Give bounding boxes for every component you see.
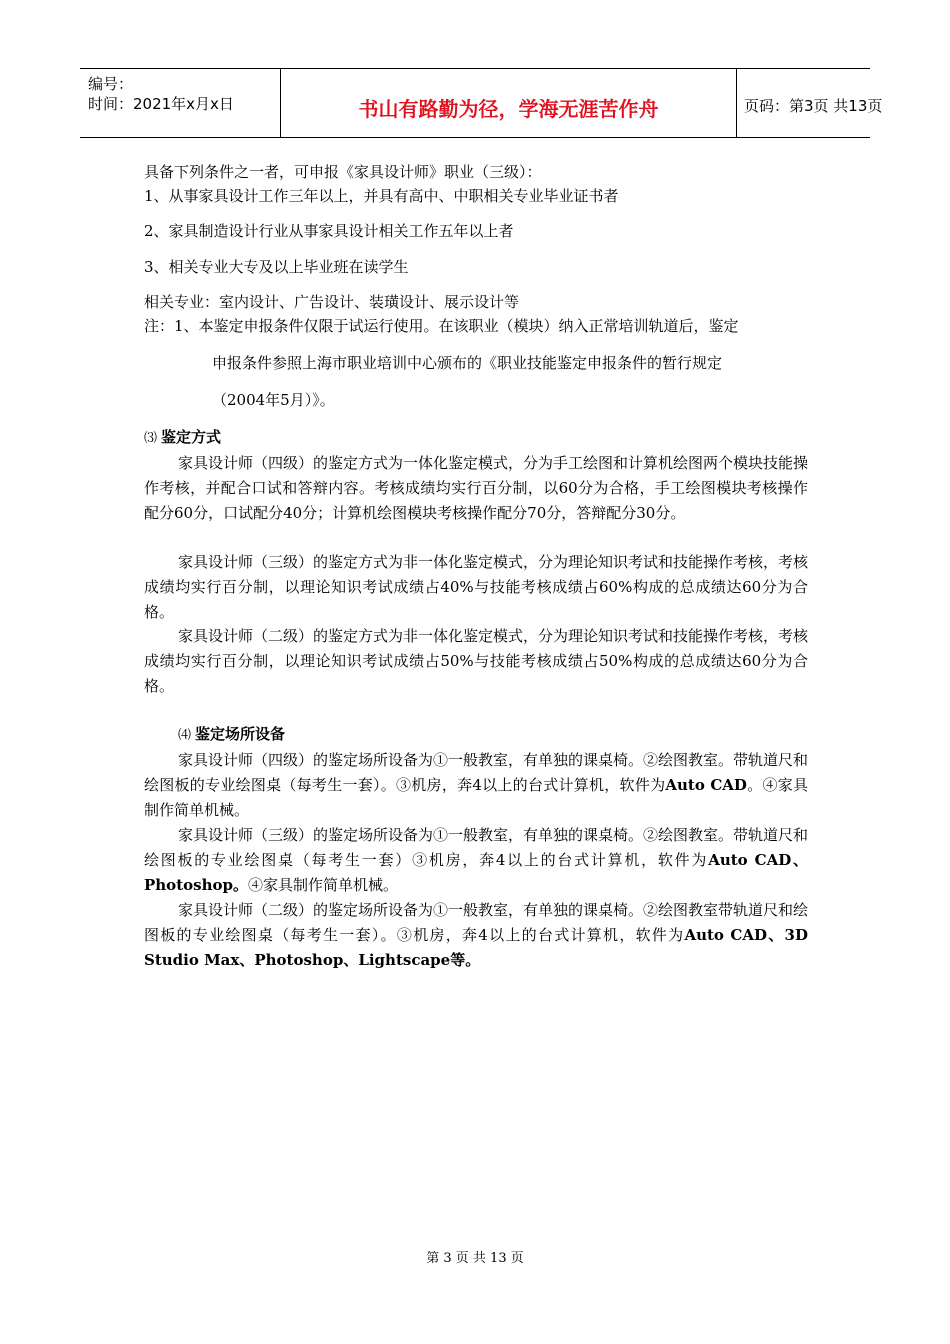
section-3-heading: [144, 426, 221, 447]
section-4-p1-software: Auto CAD: [665, 776, 747, 794]
page-header: [80, 68, 883, 138]
section-4-paragraph-2: [144, 823, 808, 898]
section-3-number: ⑶: [144, 431, 158, 446]
note-line-2: 申报条件参照上海市职业培训中心颁布的《职业技能鉴定申报条件的暂行规定: [212, 354, 723, 372]
header-page-info: 页码：第3页 共13页: [744, 97, 883, 115]
condition-2: 2、家具制造设计行业从事家具设计相关工作五年以上者: [144, 222, 514, 240]
header-motto: 书山有路勤为径，学海无涯苦作舟: [358, 97, 659, 121]
note-line-1: 注：1、本鉴定申报条件仅限于试运行使用。在该职业（模块）纳入正常培训轨道后，鉴定: [144, 317, 739, 335]
section-4-p2-software: Auto CAD、Photoshop。: [144, 851, 808, 894]
intro-line: 具备下列条件之一者，可申报《家具设计师》职业（三级）：: [144, 163, 542, 181]
section-3-paragraph-1: 家具设计师（四级）的鉴定方式为一体化鉴定模式，分为手工绘图和计算机绘图两个模块技能操作考核，并配合口试和答辩内容。考核成绩均实行百分制，以60分为合格，手工绘图模块考核操作配分60分，口试配分40分；计算机绘图模块考核操作配分70分，答辩配分30分。: [144, 454, 809, 522]
section-4-p1-text: 家具设计师（四级）的鉴定场所设备为①一般教室，有单独的课桌椅。②绘图教室。带轨道尺和绘图板的专业绘图桌（每考生一套）。③机房，奔4以上的台式计算机，软件为: [144, 751, 809, 794]
section-4-p1-tail: 。④家具制作简单机械。: [144, 776, 808, 819]
page-footer: 第 3 页 共 13 页: [426, 1251, 524, 1266]
condition-3: 3、相关专业大专及以上毕业班在读学生: [144, 258, 409, 276]
section-3-paragraph-2: 家具设计师（三级）的鉴定方式为非一体化鉴定模式，分为理论知识考试和技能操作考核，考核成绩均实行百分制，以理论知识考试成绩占40%与技能考核成绩占60%构成的总成绩达60分为合格。: [144, 553, 809, 621]
section-4-p3-software: Auto CAD、3D Studio Max、Photoshop、Lightscape等。: [144, 926, 808, 969]
section-4-title: 鉴定场所设备: [195, 725, 286, 743]
section-4-p3-text: 家具设计师（二级）的鉴定场所设备为①一般教室，有单独的课桌椅。②绘图教室带轨道尺和绘图板的专业绘图桌（每考生一套）。③机房，奔4以上的台式计算机，软件为: [144, 901, 809, 944]
section-4-paragraph-3: [144, 898, 808, 973]
document-number-label: 编号：: [88, 75, 134, 93]
section-4-p2-text: 家具设计师（三级）的鉴定场所设备为①一般教室，有单独的课桌椅。②绘图教室。带轨道尺和绘图板的专业绘图桌（每考生一套）③机房，奔4以上的台式计算机，软件为: [144, 826, 809, 869]
header-motto-cell: [280, 69, 737, 137]
header-meta-cell: [80, 69, 280, 137]
condition-1: 1、从事家具设计工作三年以上，并具有高中、中职相关专业毕业证书者: [144, 187, 619, 205]
section-3-title: 鉴定方式: [161, 428, 222, 446]
section-4-heading: [178, 723, 285, 744]
related-majors: 相关专业：室内设计、广告设计、装璜设计、展示设计等: [144, 293, 520, 311]
section-3-paragraph-3: 家具设计师（二级）的鉴定方式为非一体化鉴定模式，分为理论知识考试和技能操作考核，考核成绩均实行百分制，以理论知识考试成绩占50%与技能考核成绩占50%构成的总成绩达60分为合格。: [144, 627, 809, 695]
section-4-paragraph-1: [144, 748, 808, 823]
document-time-label: 时间：2021年x月x日: [88, 95, 234, 113]
note-line-3: （2004年5月）》。: [212, 391, 335, 409]
header-page-cell: [736, 69, 883, 137]
section-4-p2-tail: ④家具制作简单机械。: [247, 876, 398, 894]
section-4-number: ⑷: [178, 728, 192, 743]
